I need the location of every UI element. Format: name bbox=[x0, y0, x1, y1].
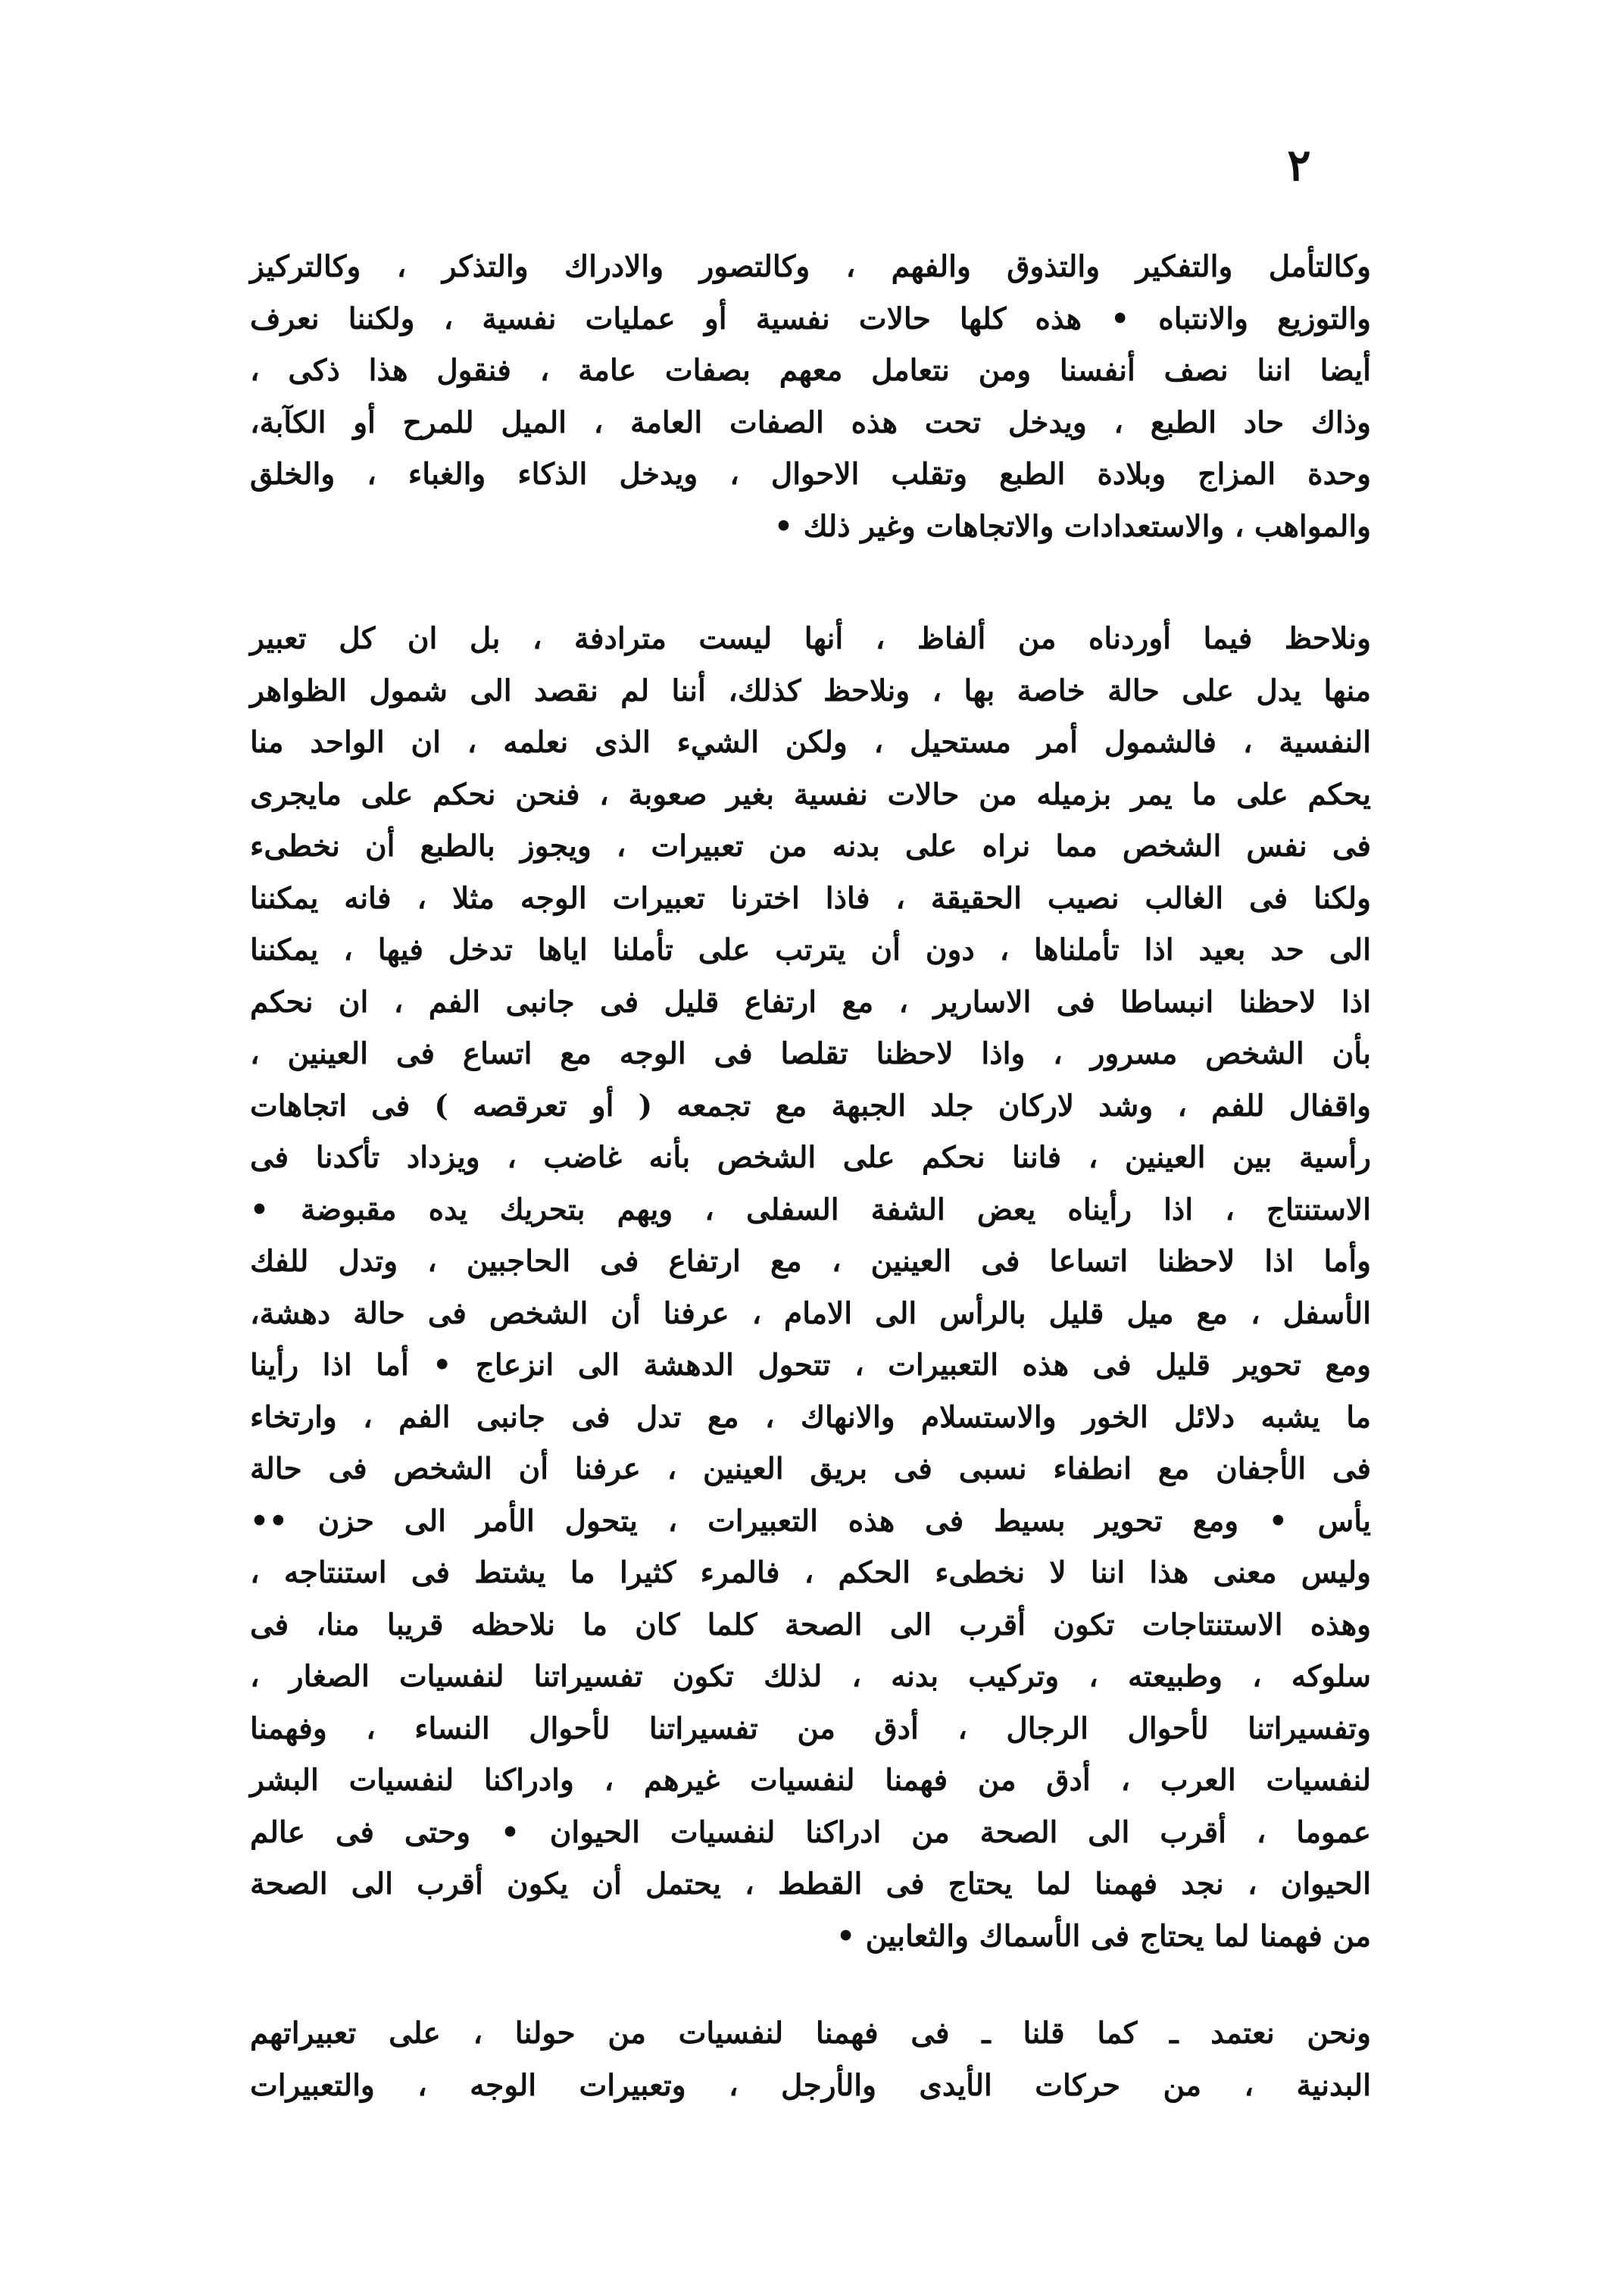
text-line: الاستنتاج ، اذا رأيناه يعض الشفة السفلى ، ويهم بتحريك يده مقبوضة • bbox=[250, 1192, 1371, 1227]
text-line: فى الأجفان مع انطفاء نسبى فى بريق العينين ، عرفنا أن الشخص فى حالة bbox=[250, 1451, 1371, 1486]
text-line: واقفال للفم ، وشد لاركان جلد الجبهة مع تجمعه ( أو تعرقصه ) فى اتجاهات bbox=[250, 1088, 1371, 1123]
text-line: وحدة المزاج وبلادة الطبع وتقلب الاحوال ، ويدخل الذكاء والغباء ، والخلق bbox=[250, 457, 1371, 492]
text-line: ونحن نعتمد ـ كما قلنا ـ فى فهمنا لنفسيات من حولنا ، على تعبيراتهم bbox=[250, 2016, 1371, 2051]
page-number: ٢ bbox=[1287, 139, 1311, 191]
text-line: عموما ، أقرب الى الصحة من ادراكنا لنفسيات الحيوان • وحتى فى عالم bbox=[250, 1814, 1371, 1850]
text-line: وهذه الاستنتاجات تكون أقرب الى الصحة كلما كان ما نلاحظه قريبا منا، فى bbox=[250, 1607, 1371, 1642]
text-line: لنفسيات العرب ، أدق من فهمنا لنفسيات غيرهم ، وادراكنا لنفسيات البشر bbox=[250, 1763, 1371, 1798]
text-line: الأسفل ، مع ميل قليل بالرأس الى الامام ، عرفنا أن الشخص فى حالة دهشة، bbox=[250, 1295, 1371, 1331]
text-line: بأن الشخص مسرور ، واذا لاحظنا تقلصا فى الوجه مع اتساع فى العينين ، bbox=[250, 1036, 1371, 1071]
text-line: منها يدل على حالة خاصة بها ، ونلاحظ كذلك، أننا لم نقصد الى شمول الظواهر bbox=[250, 673, 1371, 708]
text-line: وليس معنى هذا اننا لا نخطىء الحكم ، فالمرء كثيرا ما يشتط فى استنتاجه ، bbox=[250, 1555, 1371, 1590]
paragraph-2 bbox=[250, 613, 1371, 1962]
paragraph-3 bbox=[250, 2007, 1371, 2111]
text-line: ما يشبه دلائل الخور والاستسلام والانهاك ، مع تدل فى جانبى الفم ، وارتخاء bbox=[250, 1399, 1371, 1435]
text-line: وتفسيراتنا لأحوال الرجال ، أدق من تفسيراتنا لأحوال النساء ، وفهمنا bbox=[250, 1711, 1371, 1746]
text-line: من فهمنا لما يحتاج فى الأسماك والثعابين • bbox=[836, 1918, 1371, 1954]
text-line: ولكنا فى الغالب نصيب الحقيقة ، فاذا اخترنا تعبيرات الوجه مثلا ، فانه يمكننا bbox=[250, 880, 1371, 916]
text-line: ومع تحوير قليل فى هذه التعبيرات ، تتحول الدهشة الى انزعاج • أما اذا رأينا bbox=[250, 1348, 1371, 1383]
text-line: يحكم على ما يمر بزميله من حالات نفسية بغير صعوبة ، فنحن نحكم على مايجرى bbox=[250, 776, 1371, 812]
text-line: والتوزيع والانتباه • هذه كلها حالات نفسية أو عمليات نفسية ، ولكننا نعرف bbox=[250, 301, 1371, 336]
text-line: ونلاحظ فيما أوردناه من ألفاظ ، أنها ليست مترادفة ، بل ان كل تعبير bbox=[250, 621, 1371, 656]
text-line: الحيوان ، نجد فهمنا لما يحتاج فى القطط ، يحتمل أن يكون أقرب الى الصحة bbox=[250, 1867, 1371, 1901]
text-line: رأسية بين العينين ، فاننا نحكم على الشخص بأنه غاضب ، ويزداد تأكدنا فى bbox=[250, 1140, 1371, 1175]
text-line: فى نفس الشخص مما نراه على بدنه من تعبيرات ، ويجوز بالطبع أن نخطىء bbox=[250, 829, 1371, 864]
text-line: يأس • ومع تحوير بسيط فى هذه التعبيرات ، يتحول الأمر الى حزن •• bbox=[250, 1503, 1371, 1539]
paragraph-1 bbox=[250, 241, 1371, 552]
text-line: سلوكه ، وطبيعته ، وتركيب بدنه ، لذلك تكون تفسيراتنا لنفسيات الصغار ، bbox=[250, 1659, 1371, 1694]
text-line: أيضا اننا نصف أنفسنا ومن نتعامل معهم بصفات عامة ، فنقول هذا ذكى ، bbox=[250, 353, 1371, 388]
text-line: وأما اذا لاحظنا اتساعا فى العينين ، مع ارتفاع فى الحاجبين ، وتدل للفك bbox=[250, 1244, 1371, 1279]
text-line: الى حد بعيد اذا تأملناها ، دون أن يترتب على تأملنا اياها تدخل فيها ، يمكننا bbox=[250, 933, 1371, 967]
text-line: وذاك حاد الطبع ، ويدخل تحت هذه الصفات العامة ، الميل للمرح أو الكآبة، bbox=[250, 405, 1371, 440]
text-line: اذا لاحظنا انبساطا فى الاسارير ، مع ارتفاع قليل فى جانبى الفم ، ان نحكم bbox=[250, 984, 1371, 1020]
text-line: البدنية ، من حركات الأيدى والأرجل ، وتعبيرات الوجه ، والتعبيرات bbox=[250, 2067, 1371, 2103]
text-line: وكالتأمل والتفكير والتذوق والفهم ، وكالتصور والادراك والتذكر ، وكالتركيز bbox=[250, 249, 1371, 284]
text-line: والمواهب ، والاستعدادات والاتجاهات وغير ذلك • bbox=[774, 508, 1371, 544]
text-line: النفسية ، فالشمول أمر مستحيل ، ولكن الشيء الذى نعلمه ، ان الواحد منا bbox=[250, 725, 1371, 760]
